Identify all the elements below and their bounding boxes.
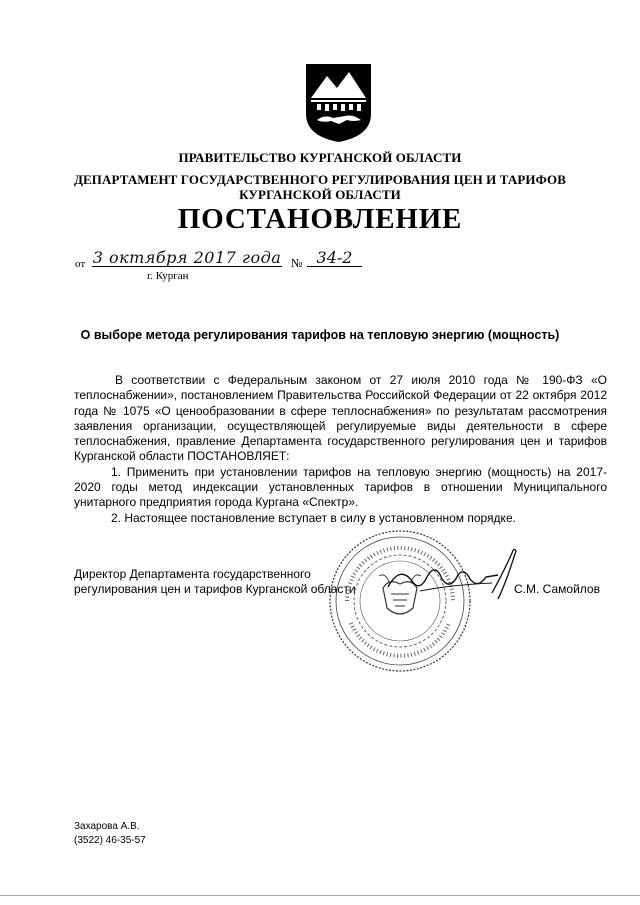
department-name-line2: КУРГАНСКОЙ ОБЛАСТИ: [239, 187, 401, 202]
department-name-line1: ДЕПАРТАМЕНТ ГОСУДАРСТВЕННОГО РЕГУЛИРОВАНИЯ ЦЕН И ТАРИФОВ: [73, 172, 566, 187]
date-number-line: [75, 248, 375, 288]
signer-position-line1: Директор Департамента государственного: [74, 567, 311, 581]
government-name: ПРАВИТЕЛЬСТВО КУРГАНСКОЙ ОБЛАСТИ: [178, 150, 462, 165]
department-name: [0, 172, 640, 202]
document-type-title: ПОСТАНОВЛЕНИЕ: [177, 203, 463, 235]
executor-name: Захарова А.В.: [74, 821, 140, 832]
preamble-paragraph: В соответствии с Федеральным законом от 27 июля 2010 года № 190-ФЗ «О теплоснабжении», постановлением Правительства Российской Федерации от 22 октября 2012 года № 1075 «О ценообразовании в сфере теплоснабжения» по результатам рассмотрения заявления организации, осуществляющей регулируемые виды деятельности в сфере теплоснабжения, правление Департамента государственного регулирования цен и тарифов Курганской области ПОСТАНОВЛЯЕТ:: [74, 373, 607, 464]
executor-phone: (3522) 46-35-57: [74, 835, 146, 846]
kurgan-coat-of-arms-icon: [303, 62, 374, 144]
resolution-item-2: 2. Настоящее постановление вступает в силу в установленном порядке.: [111, 510, 516, 525]
document-body: [74, 373, 607, 526]
signer-name: С.М. Самойлов: [514, 582, 600, 596]
executor-info: [74, 820, 146, 848]
handwritten-number: 34-2: [307, 248, 362, 267]
signer-position-line2: регулирования цен и тарифов Курганской области: [74, 582, 356, 597]
date-prefix: от: [75, 258, 86, 270]
city-label: г. Курган: [147, 270, 189, 282]
number-sign: №: [291, 256, 303, 270]
handwritten-signature: [380, 545, 540, 605]
handwritten-date: 3 октября 2017 года: [92, 248, 282, 267]
document-subject: О выборе метода регулирования тарифов на тепловую энергию (мощность): [80, 328, 560, 342]
resolution-item-1: 1. Применить при установлении тарифов на тепловую энергию (мощность) на 2017-2020 годы метод индексации установленных тарифов в отношении Муниципального унитарного предприятия города Кургана «Спектр».: [74, 464, 607, 510]
page-bottom-edge: [0, 895, 640, 896]
